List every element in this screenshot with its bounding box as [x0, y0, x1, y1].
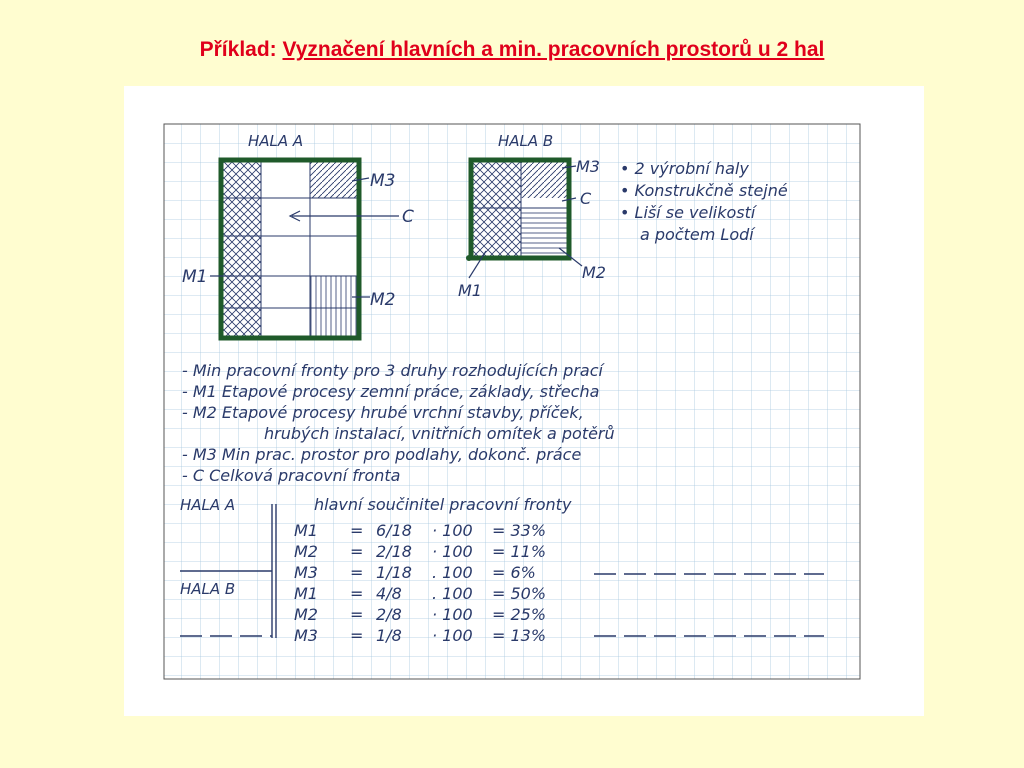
legend-line-2: - M1 Etapové procesy zemní práce, základy, střecha [182, 382, 600, 401]
hala-b-m2-label: M2 [582, 263, 606, 282]
hala-b-row-2-mult: · 100 [432, 605, 473, 624]
hala-b-row-1-res: = 50% [492, 584, 547, 603]
hala-b-row-1-frac: 4/8 [376, 584, 402, 603]
hala-a-row-1-eq: = [350, 521, 364, 540]
hala-b-m3-label: M3 [576, 157, 600, 176]
legend-line-5: - M3 Min prac. prostor pro podlahy, dokonč. práce [182, 445, 582, 464]
hala-a-plan [221, 160, 359, 338]
hala-a-row-3-mult: . 100 [432, 563, 473, 582]
hala-b-c-label: C [580, 189, 592, 208]
title-prefix: Příklad: [199, 38, 277, 61]
hala-b-m1-label: M1 [458, 281, 482, 300]
hala-a-row-2-frac: 2/18 [376, 542, 412, 561]
hala-a-row-2-eq: = [350, 542, 364, 561]
hala-a-row-1-frac: 6/18 [376, 521, 412, 540]
hala-a-label: HALA A [248, 132, 304, 150]
hala-a-row-3-eq: = [350, 563, 364, 582]
hala-a-row-2-mult: · 100 [432, 542, 473, 561]
hala-a-row-2-res: = 11% [492, 542, 547, 561]
legend-line-1: - Min pracovní fronty pro 3 druhy rozhodujících prací [182, 361, 603, 380]
sketch-image [124, 86, 924, 716]
hala-b-row-3-mult: · 100 [432, 626, 473, 645]
hala-b-row-2-frac: 2/8 [376, 605, 402, 624]
hala-b-label: HALA B [498, 132, 554, 150]
hala-a-row-1-res: = 33% [492, 521, 547, 540]
sketch-svg [124, 86, 924, 716]
title-main: Vyznačení hlavních a min. pracovních prostorů u 2 hal [282, 38, 825, 61]
hala-a-m2-label: M2 [370, 290, 396, 310]
hala-b-row-1-mult: . 100 [432, 584, 473, 603]
table-hala-b-label: HALA B [180, 580, 236, 598]
hala-b-row-2-eq: = [350, 605, 364, 624]
hala-b-row-3-frac: 1/8 [376, 626, 402, 645]
note-3: • Liší se velikostí [620, 203, 756, 222]
legend-line-6: - C Celková pracovní fronta [182, 466, 401, 485]
hala-a-m1-label: M1 [182, 267, 208, 287]
hala-a-c-label: C [402, 207, 414, 227]
legend-line-4: hrubých instalací, vnitřních omítek a potěrů [264, 424, 615, 443]
hala-a-row-1-mult: · 100 [432, 521, 473, 540]
hala-a-row-3-frac: 1/18 [376, 563, 412, 582]
hala-b-row-3-eq: = [350, 626, 364, 645]
hala-a-m3-label: M3 [370, 171, 396, 191]
slide-title [0, 38, 1024, 62]
hala-a-row-2-name: M2 [294, 542, 318, 561]
table-hala-a-label: HALA A [180, 496, 236, 514]
hala-a-row-3-name: M3 [294, 563, 318, 582]
hala-a-row-1-name: M1 [294, 521, 318, 540]
note-4: a počtem Lodí [640, 225, 754, 244]
coef-title: hlavní součinitel pracovní fronty [314, 495, 572, 514]
hala-b-row-3-name: M3 [294, 626, 318, 645]
hala-b-row-1-name: M1 [294, 584, 318, 603]
hala-b-row-2-res: = 25% [492, 605, 547, 624]
legend-line-3: - M2 Etapové procesy hrubé vrchní stavby, příček, [182, 403, 584, 422]
note-2: • Konstrukčně stejné [620, 181, 788, 200]
hala-b-plan [466, 160, 569, 261]
hala-b-row-1-eq: = [350, 584, 364, 603]
note-1: • 2 výrobní haly [620, 159, 749, 178]
hala-b-row-2-name: M2 [294, 605, 318, 624]
hala-b-row-3-res: = 13% [492, 626, 547, 645]
hala-a-row-3-res: = 6% [492, 563, 536, 582]
